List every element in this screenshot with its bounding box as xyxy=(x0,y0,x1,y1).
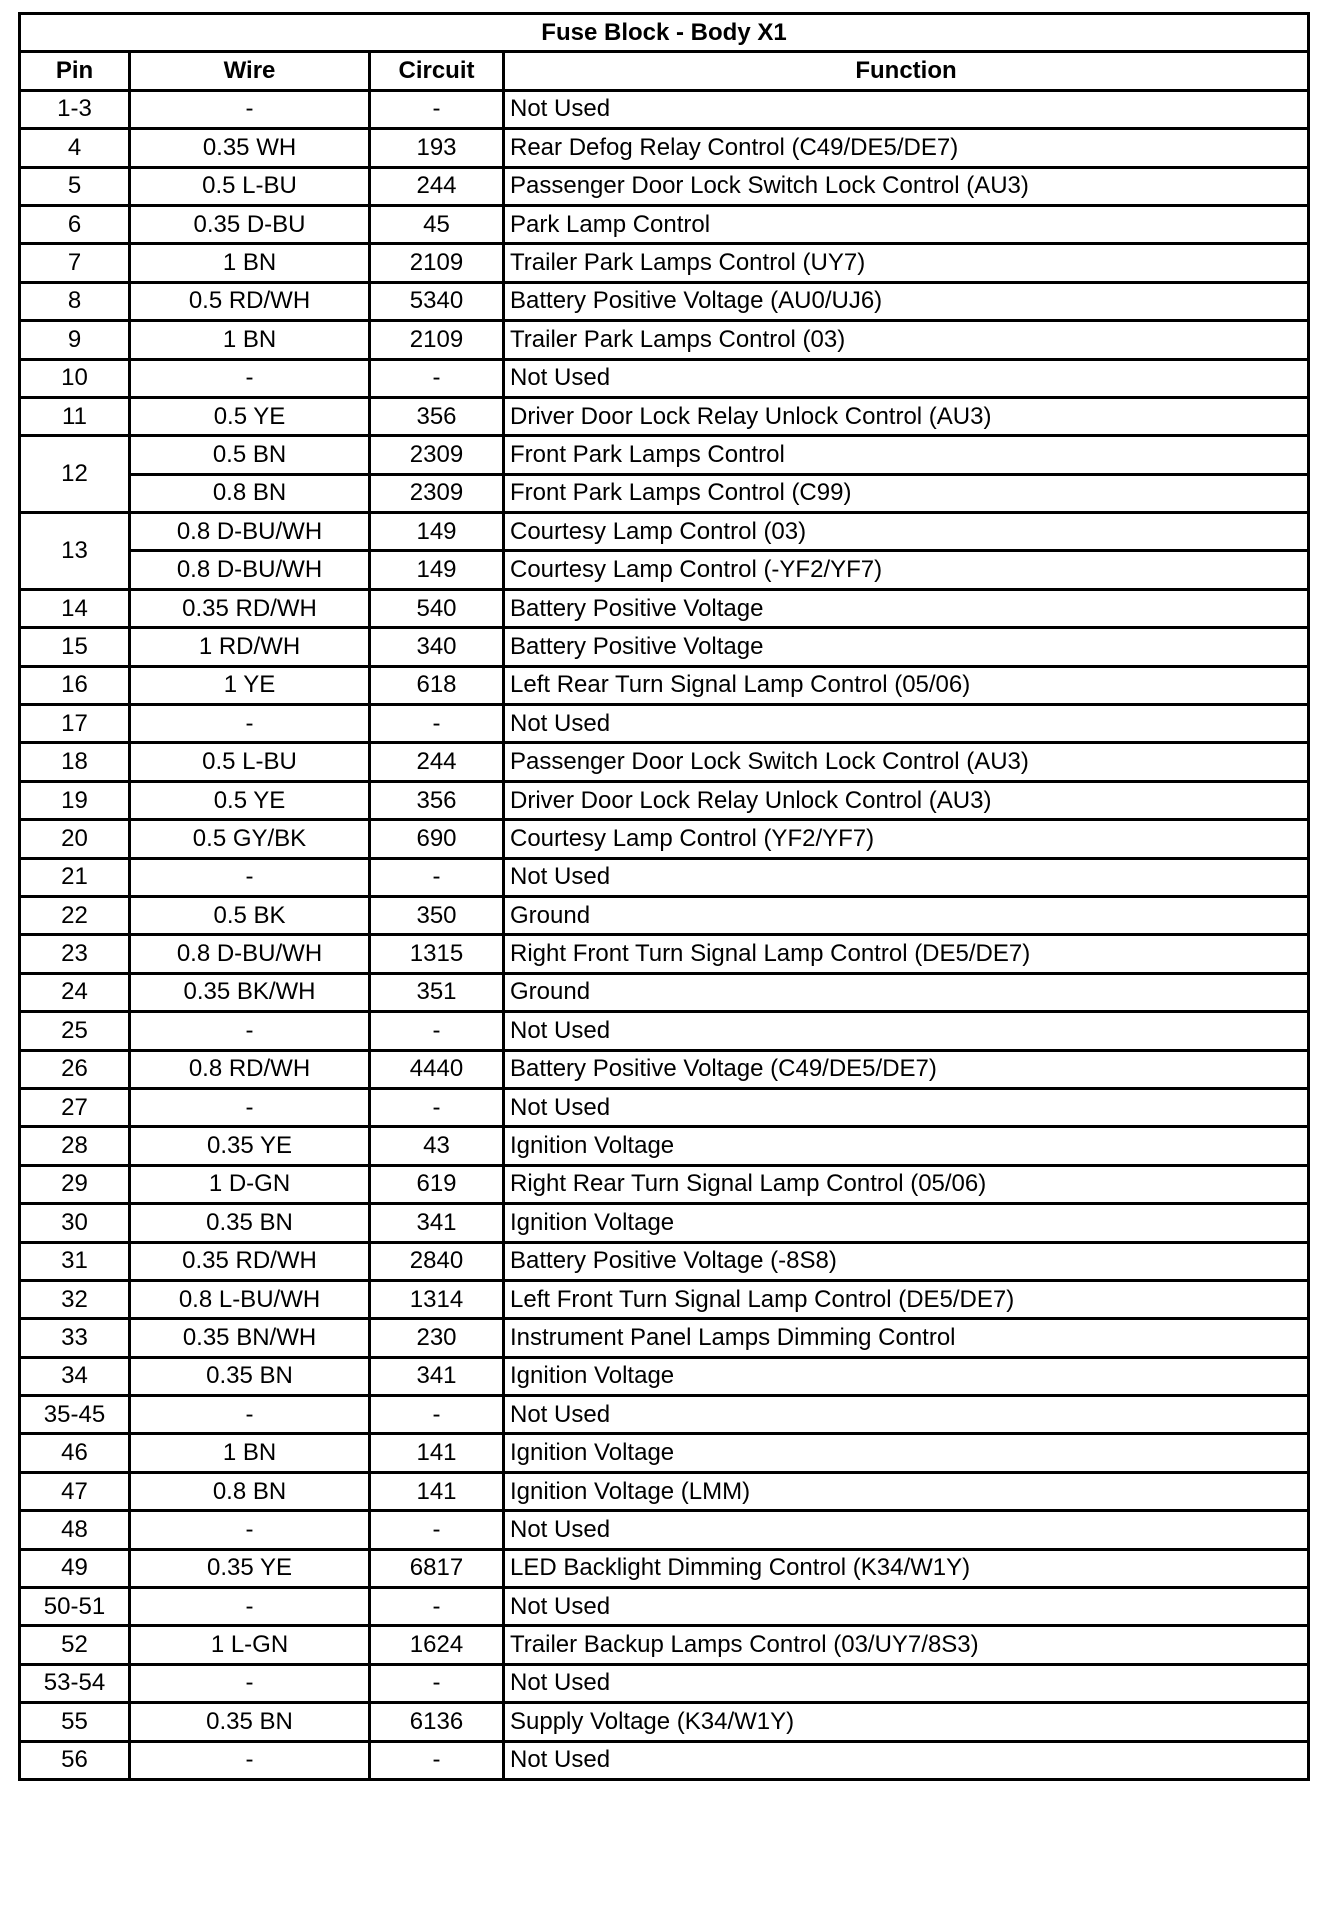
pin-cell: 7 xyxy=(20,244,130,282)
wire-cell: - xyxy=(130,858,370,896)
pin-cell: 18 xyxy=(20,743,130,781)
pin-cell: 8 xyxy=(20,282,130,320)
pin-cell: 10 xyxy=(20,359,130,397)
table-row xyxy=(20,1319,1309,1357)
table-row xyxy=(20,167,1309,205)
circuit-cell: 356 xyxy=(370,781,504,819)
pin-cell: 46 xyxy=(20,1434,130,1472)
wire-cell: - xyxy=(130,90,370,128)
pin-cell: 30 xyxy=(20,1204,130,1242)
circuit-cell: 230 xyxy=(370,1319,504,1357)
header-pin: Pin xyxy=(20,52,130,90)
wire-cell: - xyxy=(130,1741,370,1779)
table-row xyxy=(20,1626,1309,1664)
circuit-cell: - xyxy=(370,1511,504,1549)
function-cell: Instrument Panel Lamps Dimming Control xyxy=(504,1319,1309,1357)
wire-cell: 0.35 RD/WH xyxy=(130,1242,370,1280)
circuit-cell: 6136 xyxy=(370,1703,504,1741)
wire-cell: 0.8 D-BU/WH xyxy=(130,513,370,551)
function-cell: Not Used xyxy=(504,1511,1309,1549)
function-cell: Left Rear Turn Signal Lamp Control (05/06) xyxy=(504,666,1309,704)
function-cell: Trailer Park Lamps Control (UY7) xyxy=(504,244,1309,282)
pin-cell: 47 xyxy=(20,1472,130,1510)
circuit-cell: 351 xyxy=(370,973,504,1011)
circuit-cell: 4440 xyxy=(370,1050,504,1088)
pin-cell: 9 xyxy=(20,321,130,359)
circuit-cell: 2109 xyxy=(370,321,504,359)
table-row xyxy=(20,935,1309,973)
pin-cell: 29 xyxy=(20,1165,130,1203)
function-cell: Left Front Turn Signal Lamp Control (DE5/DE7) xyxy=(504,1280,1309,1318)
circuit-cell: 43 xyxy=(370,1127,504,1165)
wire-cell: 0.8 D-BU/WH xyxy=(130,551,370,589)
wire-cell: 0.5 YE xyxy=(130,397,370,435)
wire-cell: - xyxy=(130,1664,370,1702)
table-row xyxy=(20,1050,1309,1088)
table-row xyxy=(20,1127,1309,1165)
function-cell: Not Used xyxy=(504,858,1309,896)
table-row xyxy=(20,90,1309,128)
wire-cell: - xyxy=(130,1588,370,1626)
circuit-cell: - xyxy=(370,705,504,743)
wire-cell: - xyxy=(130,705,370,743)
wire-cell: 1 BN xyxy=(130,244,370,282)
pin-cell: 55 xyxy=(20,1703,130,1741)
function-cell: Not Used xyxy=(504,1396,1309,1434)
pin-cell: 56 xyxy=(20,1741,130,1779)
function-cell: Not Used xyxy=(504,1741,1309,1779)
function-cell: Ground xyxy=(504,896,1309,934)
table-row xyxy=(20,589,1309,627)
table-row xyxy=(20,1165,1309,1203)
function-cell: Not Used xyxy=(504,1664,1309,1702)
pin-cell: 48 xyxy=(20,1511,130,1549)
circuit-cell: 193 xyxy=(370,129,504,167)
wire-cell: 1 D-GN xyxy=(130,1165,370,1203)
circuit-cell: 244 xyxy=(370,167,504,205)
pin-cell: 25 xyxy=(20,1012,130,1050)
circuit-cell: 618 xyxy=(370,666,504,704)
table-row xyxy=(20,282,1309,320)
wire-cell: 0.5 BK xyxy=(130,896,370,934)
pin-cell: 27 xyxy=(20,1088,130,1126)
header-wire: Wire xyxy=(130,52,370,90)
table-row xyxy=(20,513,1309,551)
wire-cell: 0.5 GY/BK xyxy=(130,820,370,858)
circuit-cell: 1624 xyxy=(370,1626,504,1664)
circuit-cell: 619 xyxy=(370,1165,504,1203)
circuit-cell: 141 xyxy=(370,1472,504,1510)
circuit-cell: 2840 xyxy=(370,1242,504,1280)
circuit-cell: 350 xyxy=(370,896,504,934)
table-row xyxy=(20,1088,1309,1126)
function-cell: Passenger Door Lock Switch Lock Control (AU3) xyxy=(504,743,1309,781)
function-cell: LED Backlight Dimming Control (K34/W1Y) xyxy=(504,1549,1309,1587)
pin-cell: 28 xyxy=(20,1127,130,1165)
wire-cell: 0.8 RD/WH xyxy=(130,1050,370,1088)
wire-cell: 0.5 L-BU xyxy=(130,743,370,781)
function-cell: Battery Positive Voltage (AU0/UJ6) xyxy=(504,282,1309,320)
circuit-cell: 356 xyxy=(370,397,504,435)
pin-cell: 4 xyxy=(20,129,130,167)
pin-cell: 1-3 xyxy=(20,90,130,128)
function-cell: Courtesy Lamp Control (03) xyxy=(504,513,1309,551)
pin-cell: 17 xyxy=(20,705,130,743)
wire-cell: 1 BN xyxy=(130,1434,370,1472)
function-cell: Battery Positive Voltage (C49/DE5/DE7) xyxy=(504,1050,1309,1088)
circuit-cell: 341 xyxy=(370,1357,504,1395)
function-cell: Battery Positive Voltage xyxy=(504,589,1309,627)
function-cell: Not Used xyxy=(504,1588,1309,1626)
function-cell: Battery Positive Voltage xyxy=(504,628,1309,666)
circuit-cell: - xyxy=(370,359,504,397)
function-cell: Front Park Lamps Control xyxy=(504,436,1309,474)
circuit-cell: 149 xyxy=(370,513,504,551)
pin-cell: 13 xyxy=(20,513,130,590)
wire-cell: 0.5 L-BU xyxy=(130,167,370,205)
wire-cell: 0.35 BN xyxy=(130,1357,370,1395)
function-cell: Trailer Backup Lamps Control (03/UY7/8S3) xyxy=(504,1626,1309,1664)
wire-cell: - xyxy=(130,1012,370,1050)
wire-cell: 1 BN xyxy=(130,321,370,359)
table-row xyxy=(20,1664,1309,1702)
table-row xyxy=(20,628,1309,666)
circuit-cell: 149 xyxy=(370,551,504,589)
wire-cell: - xyxy=(130,1088,370,1126)
circuit-cell: 244 xyxy=(370,743,504,781)
circuit-cell: 141 xyxy=(370,1434,504,1472)
table-row xyxy=(20,896,1309,934)
table-row xyxy=(20,397,1309,435)
pin-cell: 33 xyxy=(20,1319,130,1357)
function-cell: Not Used xyxy=(504,705,1309,743)
function-cell: Front Park Lamps Control (C99) xyxy=(504,474,1309,512)
pin-cell: 19 xyxy=(20,781,130,819)
wire-cell: 0.8 L-BU/WH xyxy=(130,1280,370,1318)
table-row xyxy=(20,436,1309,474)
table-row xyxy=(20,1396,1309,1434)
table-row xyxy=(20,820,1309,858)
table-row xyxy=(20,1549,1309,1587)
function-cell: Passenger Door Lock Switch Lock Control (AU3) xyxy=(504,167,1309,205)
circuit-cell: 2309 xyxy=(370,436,504,474)
table-row xyxy=(20,1242,1309,1280)
table-row xyxy=(20,1434,1309,1472)
wire-cell: 1 RD/WH xyxy=(130,628,370,666)
table-row xyxy=(20,359,1309,397)
table-row xyxy=(20,205,1309,243)
pin-cell: 32 xyxy=(20,1280,130,1318)
table-row xyxy=(20,1012,1309,1050)
circuit-cell: 540 xyxy=(370,589,504,627)
function-cell: Right Front Turn Signal Lamp Control (DE5/DE7) xyxy=(504,935,1309,973)
function-cell: Ground xyxy=(504,973,1309,1011)
table-row xyxy=(20,321,1309,359)
wire-cell: - xyxy=(130,1396,370,1434)
table-row xyxy=(20,129,1309,167)
function-cell: Courtesy Lamp Control (-YF2/YF7) xyxy=(504,551,1309,589)
wire-cell: - xyxy=(130,1511,370,1549)
circuit-cell: - xyxy=(370,1012,504,1050)
function-cell: Trailer Park Lamps Control (03) xyxy=(504,321,1309,359)
pin-cell: 31 xyxy=(20,1242,130,1280)
circuit-cell: - xyxy=(370,1741,504,1779)
table-row xyxy=(20,1280,1309,1318)
table-row xyxy=(20,1204,1309,1242)
title-row xyxy=(20,14,1309,52)
function-cell: Ignition Voltage (LMM) xyxy=(504,1472,1309,1510)
wire-cell: 0.35 WH xyxy=(130,129,370,167)
pin-cell: 23 xyxy=(20,935,130,973)
wire-cell: 0.35 BN/WH xyxy=(130,1319,370,1357)
pin-cell: 14 xyxy=(20,589,130,627)
table-body xyxy=(20,90,1309,1779)
wire-cell: 0.5 YE xyxy=(130,781,370,819)
circuit-cell: 1314 xyxy=(370,1280,504,1318)
function-cell: Not Used xyxy=(504,90,1309,128)
pin-cell: 24 xyxy=(20,973,130,1011)
pin-cell: 22 xyxy=(20,896,130,934)
header-circuit: Circuit xyxy=(370,52,504,90)
table-row xyxy=(20,1472,1309,1510)
table-row xyxy=(20,1741,1309,1779)
wire-cell: 0.35 BK/WH xyxy=(130,973,370,1011)
function-cell: Supply Voltage (K34/W1Y) xyxy=(504,1703,1309,1741)
function-cell: Ignition Voltage xyxy=(504,1204,1309,1242)
table-row xyxy=(20,781,1309,819)
pin-cell: 52 xyxy=(20,1626,130,1664)
function-cell: Rear Defog Relay Control (C49/DE5/DE7) xyxy=(504,129,1309,167)
circuit-cell: 45 xyxy=(370,205,504,243)
circuit-cell: 1315 xyxy=(370,935,504,973)
circuit-cell: 5340 xyxy=(370,282,504,320)
pin-cell: 49 xyxy=(20,1549,130,1587)
function-cell: Park Lamp Control xyxy=(504,205,1309,243)
circuit-cell: - xyxy=(370,90,504,128)
wire-cell: 0.35 D-BU xyxy=(130,205,370,243)
function-cell: Ignition Voltage xyxy=(504,1127,1309,1165)
circuit-cell: 340 xyxy=(370,628,504,666)
wire-cell: 1 YE xyxy=(130,666,370,704)
function-cell: Driver Door Lock Relay Unlock Control (AU3) xyxy=(504,397,1309,435)
pin-cell: 21 xyxy=(20,858,130,896)
function-cell: Not Used xyxy=(504,1012,1309,1050)
wire-cell: - xyxy=(130,359,370,397)
pin-cell: 26 xyxy=(20,1050,130,1088)
circuit-cell: - xyxy=(370,1088,504,1126)
table-row xyxy=(20,858,1309,896)
function-cell: Battery Positive Voltage (-8S8) xyxy=(504,1242,1309,1280)
pin-cell: 34 xyxy=(20,1357,130,1395)
wire-cell: 0.8 BN xyxy=(130,474,370,512)
table-row xyxy=(20,705,1309,743)
circuit-cell: 2309 xyxy=(370,474,504,512)
function-cell: Not Used xyxy=(504,1088,1309,1126)
header-function: Function xyxy=(504,52,1309,90)
table-row xyxy=(20,1511,1309,1549)
circuit-cell: - xyxy=(370,858,504,896)
circuit-cell: 2109 xyxy=(370,244,504,282)
circuit-cell: 690 xyxy=(370,820,504,858)
table-row xyxy=(20,1357,1309,1395)
table-row xyxy=(20,743,1309,781)
wire-cell: 0.35 RD/WH xyxy=(130,589,370,627)
wire-cell: 0.35 BN xyxy=(130,1204,370,1242)
table-row xyxy=(20,666,1309,704)
wire-cell: 0.8 D-BU/WH xyxy=(130,935,370,973)
pin-cell: 5 xyxy=(20,167,130,205)
circuit-cell: - xyxy=(370,1396,504,1434)
function-cell: Right Rear Turn Signal Lamp Control (05/06) xyxy=(504,1165,1309,1203)
wire-cell: 0.8 BN xyxy=(130,1472,370,1510)
circuit-cell: 6817 xyxy=(370,1549,504,1587)
function-cell: Ignition Voltage xyxy=(504,1434,1309,1472)
table-row xyxy=(20,551,1309,589)
pin-cell: 6 xyxy=(20,205,130,243)
pin-cell: 35-45 xyxy=(20,1396,130,1434)
table-row xyxy=(20,244,1309,282)
table-row xyxy=(20,1588,1309,1626)
pin-cell: 53-54 xyxy=(20,1664,130,1702)
pin-cell: 11 xyxy=(20,397,130,435)
fuse-block-table xyxy=(18,12,1310,1781)
wire-cell: 0.35 YE xyxy=(130,1127,370,1165)
wire-cell: 0.35 BN xyxy=(130,1703,370,1741)
pin-cell: 12 xyxy=(20,436,130,513)
wire-cell: 1 L-GN xyxy=(130,1626,370,1664)
wire-cell: 0.35 YE xyxy=(130,1549,370,1587)
table-row xyxy=(20,1703,1309,1741)
function-cell: Courtesy Lamp Control (YF2/YF7) xyxy=(504,820,1309,858)
pin-cell: 16 xyxy=(20,666,130,704)
circuit-cell: - xyxy=(370,1588,504,1626)
table-row xyxy=(20,474,1309,512)
function-cell: Not Used xyxy=(504,359,1309,397)
circuit-cell: - xyxy=(370,1664,504,1702)
table-title: Fuse Block - Body X1 xyxy=(20,14,1309,52)
header-row xyxy=(20,52,1309,90)
function-cell: Ignition Voltage xyxy=(504,1357,1309,1395)
wire-cell: 0.5 BN xyxy=(130,436,370,474)
pin-cell: 15 xyxy=(20,628,130,666)
table-row xyxy=(20,973,1309,1011)
pin-cell: 20 xyxy=(20,820,130,858)
wire-cell: 0.5 RD/WH xyxy=(130,282,370,320)
pin-cell: 50-51 xyxy=(20,1588,130,1626)
function-cell: Driver Door Lock Relay Unlock Control (AU3) xyxy=(504,781,1309,819)
circuit-cell: 341 xyxy=(370,1204,504,1242)
